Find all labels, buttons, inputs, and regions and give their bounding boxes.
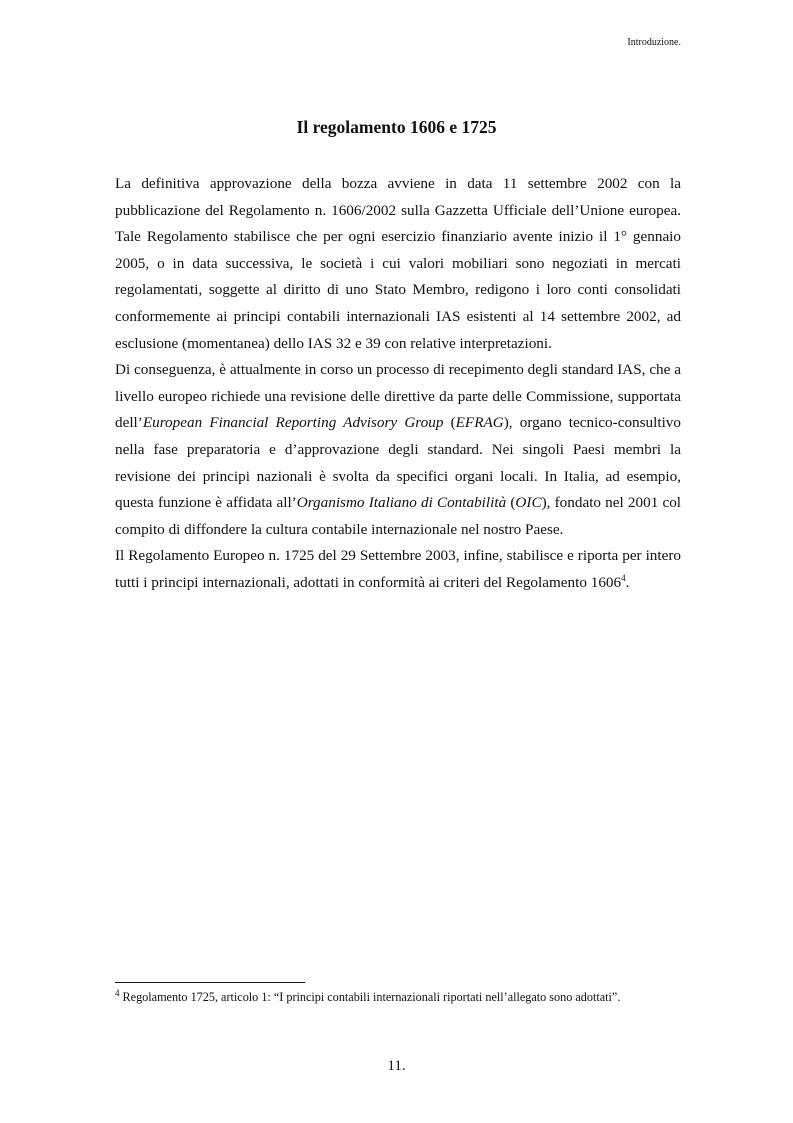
efrag-acronym: EFRAG <box>455 414 504 432</box>
oic-full-name: Organismo Italiano di Contabilità <box>296 494 507 512</box>
paragraph-3-text: Il Regolamento Europeo n. 1725 del 29 Settembre 2003, infine, stabilisce e riporta per intero tutti i principi internazionali, adottati in conformità ai criteri del Regolamento 1606 <box>115 547 681 591</box>
section-title: Il regolamento 1606 e 1725 <box>296 117 497 137</box>
running-header: Introduzione. <box>627 37 681 48</box>
efrag-full-name: European Financial Reporting Advisory Group <box>142 414 444 432</box>
paragraph-2-text-1: Di conseguenza, è attualmente in corso un processo di recepimento degli standard IAS, che a livello europeo richiede una revisione delle direttive da parte delle Commissione, supportata dell’ <box>115 361 681 432</box>
body-text <box>115 171 681 597</box>
paragraph-3 <box>115 543 681 596</box>
paragraph-2-text-3: ), organo tecnico-consultivo nella fase preparatoria e d’approvazione degli standard. Nei singoli Paesi membri la revisione dei principi nazionali è svolta da specifici organi locali. In Italia, ad esempio, questa funzione è affidata all’ <box>115 414 681 512</box>
paragraph-2 <box>115 357 681 543</box>
footnote-text: Regolamento 1725, articolo 1: “I principi contabili internazionali riportati nell’allegato sono adottati”. <box>119 990 621 1004</box>
paragraph-2-text-5: ), fondato nel 2001 col compito di diffondere la cultura contabile internazionale nel nostro Paese. <box>115 494 682 538</box>
footnote-reference[interactable]: 4 <box>621 572 626 583</box>
paragraph-1: La definitiva approvazione della bozza avviene in data 11 settembre 2002 con la pubblicazione del Regolamento n. 1606/2002 sulla Gazzetta Ufficiale dell’Unione europea. Tale Regolamento stabilisce che per ogni esercizio finanziario avente inizio il 1° gennaio 2005, o in data successiva, le società i cui valori mobiliari sono negoziati in mercati regolamentati, soggette al diritto di uno Stato Membro, redigono i loro conti consolidati conformemente ai principi contabili internazionali IAS esistenti al 14 settembre 2002, ad esclusione (momentanea) dello IAS 32 e 39 con relative interpretazioni. <box>115 175 681 352</box>
paragraph-3-end: . <box>625 573 630 591</box>
paragraph-2-text-2: ( <box>443 414 456 432</box>
oic-acronym: OIC <box>515 494 542 512</box>
footnote <box>115 989 715 1005</box>
page-number: 11. <box>387 1058 406 1074</box>
paragraph-2-text-4: ( <box>506 494 516 512</box>
footnote-divider <box>115 982 305 983</box>
footnote-number: 4 <box>115 988 120 998</box>
